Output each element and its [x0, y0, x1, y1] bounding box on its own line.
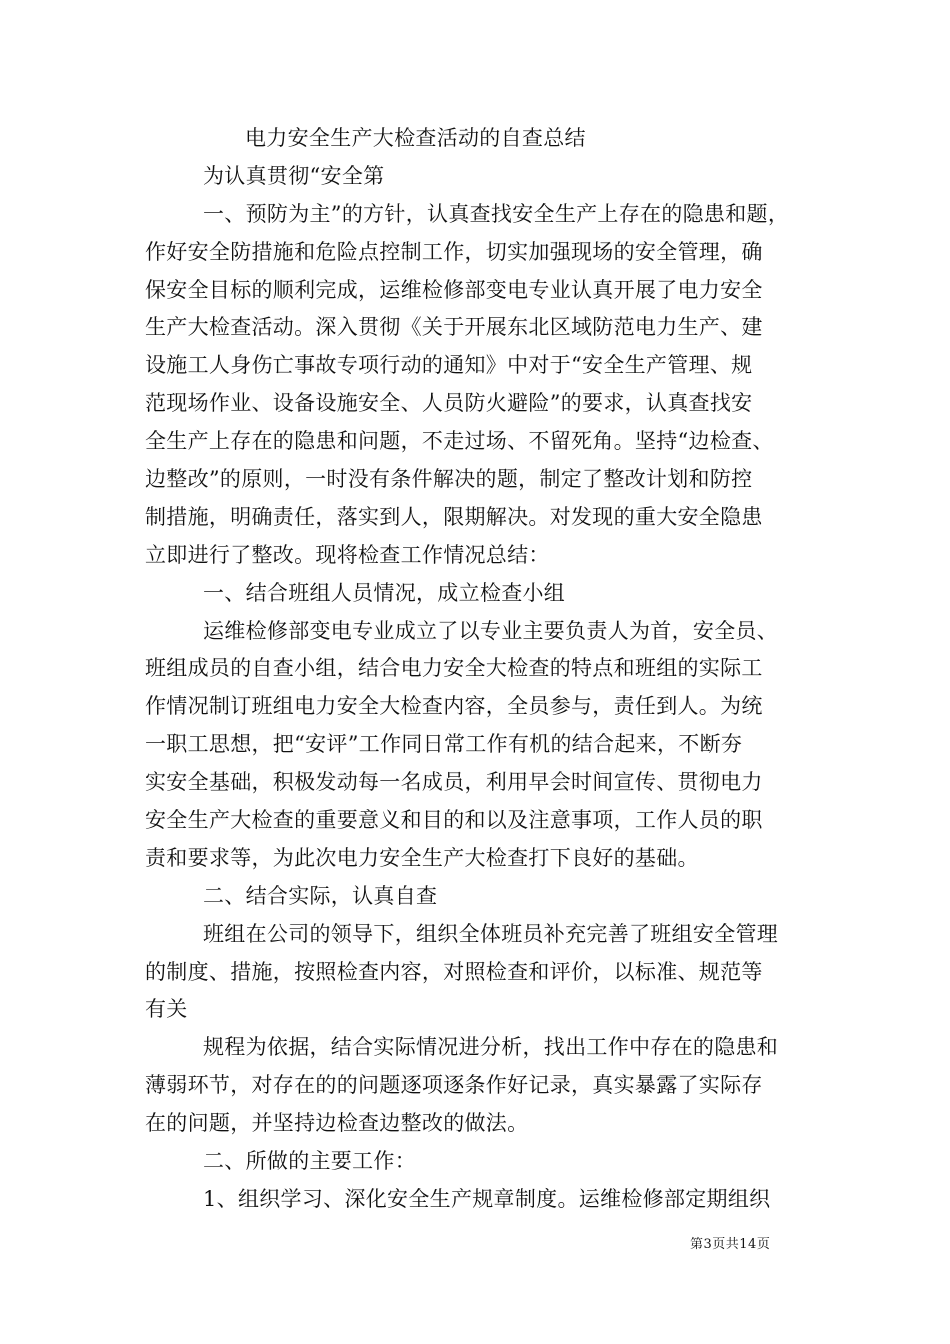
paragraph-line: 作好安全防措施和危险点控制工作，切实加强现场的安全管理，确 [145, 239, 763, 264]
paragraph-line: 在的问题，并坚持边检查边整改的做法。 [145, 1111, 529, 1136]
section-heading: 一、结合班组人员情况，成立检查小组 [203, 580, 566, 605]
paragraph-line: 保安全目标的顺利完成，运维检修部变电专业认真开展了电力安全 [145, 277, 763, 302]
paragraph-line: 规程为依据，结合实际情况进分析，找出工作中存在的隐患和 [203, 1035, 779, 1060]
paragraph-line: 有关 [145, 997, 188, 1022]
paragraph-line: 班组成员的自查小组，结合电力安全大检查的特点和班组的实际工 [145, 656, 763, 681]
paragraph-line: 为认真贯彻“安全第 [203, 163, 385, 188]
paragraph-line: 一职工思想，把“安评”工作同日常工作有机的结合起来，不断夯 [145, 732, 743, 757]
document-title: 电力安全生产大检查活动的自查总结 [245, 126, 586, 150]
paragraph-line: 的制度、措施，按照检查内容，对照检查和评价，以标准、规范等 [145, 959, 763, 984]
paragraph-line: 作情况制订班组电力安全大检查内容，全员参与，责任到人。为统 [145, 694, 763, 719]
section-heading: 二、结合实际，认真自查 [203, 883, 438, 908]
paragraph-line: 范现场作业、设备设施安全、人员防火避险”的要求，认真查找安 [145, 391, 753, 416]
paragraph-line: 一、预防为主”的方针，认真查找安全生产上存在的隐患和题， [203, 201, 790, 226]
paragraph-line: 安全生产大检查的重要意义和目的和以及注意事项，工作人员的职 [145, 808, 763, 833]
paragraph-line: 运维检修部变电专业成立了以专业主要负责人为首，安全员、 [203, 618, 779, 643]
paragraph-line: 1、组织学习、深化安全生产规章制度。运维检修部定期组织 [203, 1186, 771, 1211]
paragraph-line: 生产大检查活动。深入贯彻《关于开展东北区域防范电力生产、建 [145, 315, 763, 340]
paragraph-line: 边整改”的原则，一时没有条件解决的题，制定了整改计划和防控 [145, 467, 753, 492]
paragraph-line: 制措施，明确责任，落实到人，限期解决。对发现的重大安全隐患 [145, 504, 763, 529]
paragraph-line: 薄弱环节，对存在的的问题逐项逐条作好记录，真实暴露了实际存 [145, 1073, 763, 1098]
paragraph-line: 全生产上存在的隐患和问题，不走过场、不留死角。坚持“边检查、 [145, 429, 774, 454]
paragraph-line: 班组在公司的领导下，组织全体班员补充完善了班组安全管理 [203, 921, 779, 946]
document-body [145, 120, 813, 1219]
paragraph-line: 设施工人身伤亡事故专项行动的通知》中对于“安全生产管理、规 [145, 353, 753, 378]
section-heading: 二、所做的主要工作： [203, 1149, 416, 1174]
paragraph-line: 责和要求等，为此次电力安全生产大检查打下良好的基础。 [145, 845, 699, 870]
paragraph-line: 实安全基础，积极发动每一名成员，利用早会时间宣传、贯彻电力 [145, 770, 763, 795]
page-number: 第3页共14页 [690, 1237, 771, 1252]
paragraph-line: 立即进行了整改。现将检查工作情况总结： [145, 542, 550, 567]
